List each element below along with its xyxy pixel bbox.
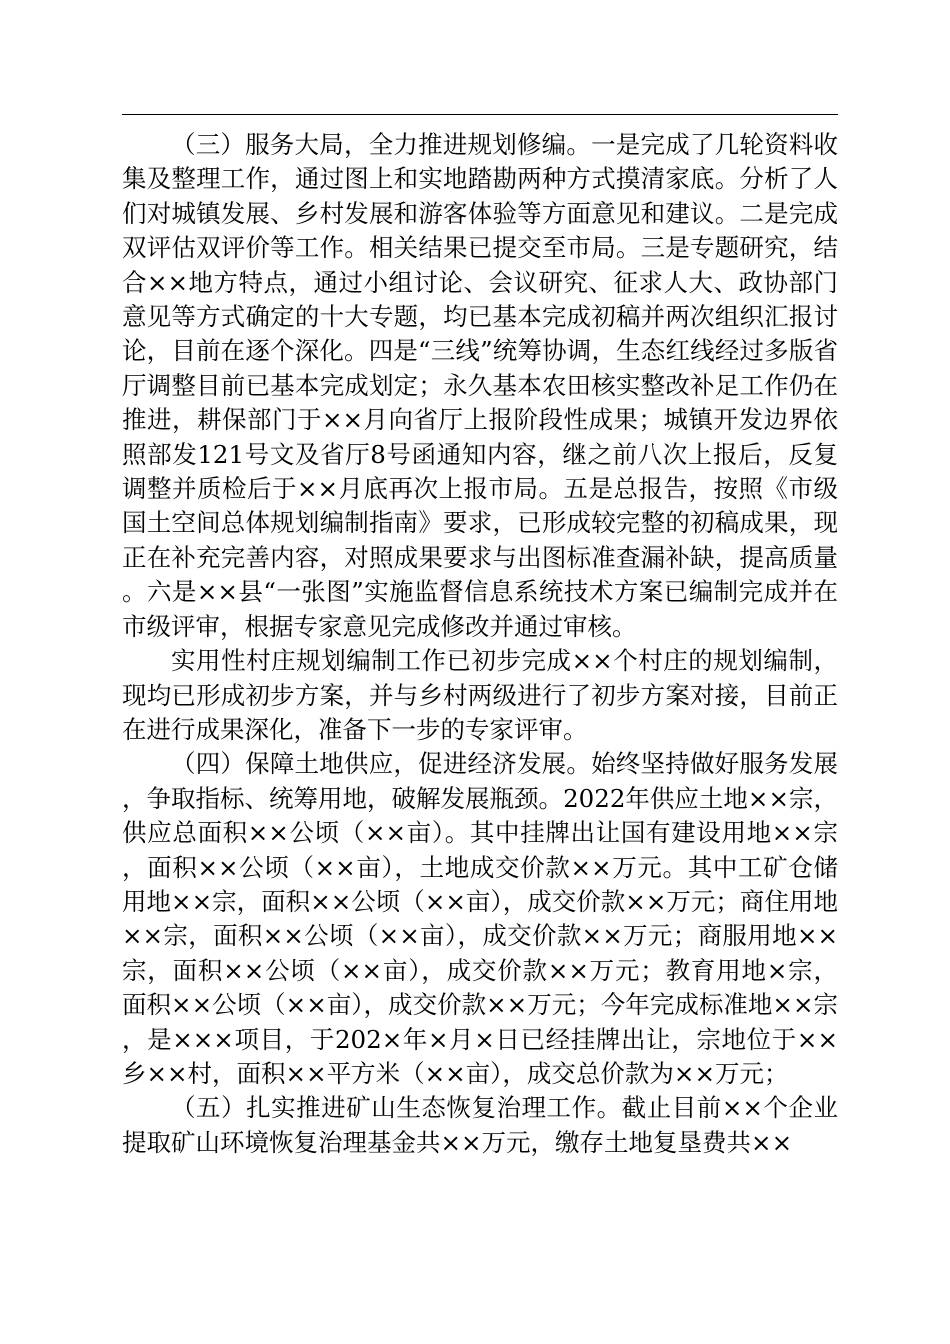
- paragraph-village-planning: 实用性村庄规划编制工作已初步完成××个村庄的规划编制，现均已形成初步方案，并与乡村两级进行了初步方案对接，目前正在进行成果深化，准备下一步的专家评审。: [122, 646, 838, 744]
- header-rule: [122, 114, 838, 115]
- paragraph-mine-restoration: （五）扎实推进矿山生态恢复治理工作。截止目前××个企业提取矿山环境恢复治理基金共××万元，缴存土地复垦费共××: [122, 1093, 838, 1157]
- document-body: [122, 128, 838, 1160]
- paragraph-land-supply: （四）保障土地供应，促进经济发展。始终坚持做好服务发展，争取指标、统筹用地，破解发展瓶颈。2022年供应土地××宗，供应总面积××公顷（××亩）。其中挂牌出让国有建设用地××宗，面积××公顷（××亩），土地成交价款××万元。其中工矿仓储用地××宗，面积××公顷（××亩），成交价款××万元；商住用地××宗，面积××公顷（××亩），成交价款××万元；商服用地××宗，面积××公顷（××亩），成交价款××万元；教育用地×宗，面积××公顷（××亩），成交价款××万元；今年完成标准地××宗，是×××项目，于202×年×月×日已经挂牌出让，宗地位于××乡××村，面积××平方米（××亩），成交总价款为××万元；: [122, 749, 838, 1088]
- paragraph-planning-revision: （三）服务大局，全力推进规划修编。一是完成了几轮资料收集及整理工作，通过图上和实地踏勘两种方式摸清家底。分析了人们对城镇发展、乡村发展和游客体验等方面意见和建议。二是完成双评估双评价等工作。相关结果已提交至市局。三是专题研究，结合××地方特点，通过小组讨论、会议研究、征求人大、政协部门意见等方式确定的十大专题，均已基本完成初稿并两次组织汇报讨论，目前在逐个深化。四是“三线”统筹协调，生态红线经过多版省厅调整目前已基本完成划定；永久基本农田核实整改补足工作仍在推进，耕保部门于××月向省厅上报阶段性成果；城镇开发边界依照部发121号文及省厅8号函通知内容，继之前八次上报后，反复调整并质检后于××月底再次上报市局。五是总报告，按照《市级国土空间总体规划编制指南》要求，已形成较完整的初稿成果，现正在补充完善内容，对照成果要求与出图标准查漏补缺，提高质量。六是××县“一张图”实施监督信息系统技术方案已编制完成并在市级评审，根据专家意见完成修改并通过审核。: [122, 130, 838, 641]
